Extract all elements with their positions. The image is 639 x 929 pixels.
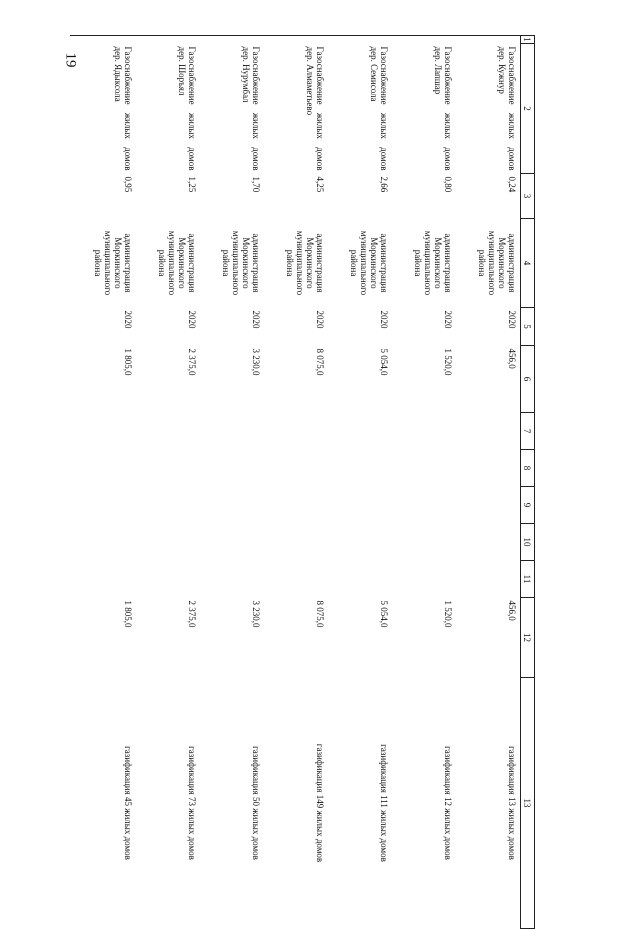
- table-row: [198, 36, 262, 929]
- result-cell: газификация 13 жилых домов: [507, 746, 517, 860]
- executor-cell: администрация Моркинского муниципального района: [413, 230, 453, 296]
- year-cell: 2020: [123, 310, 133, 329]
- year-cell: 2020: [187, 310, 197, 329]
- year-cell: 2020: [507, 310, 517, 329]
- object-name-cell: Газоснабжение жилых домов дер. Ядыксола: [113, 46, 133, 171]
- column-header: 12: [521, 598, 535, 678]
- result-cell: газификация 50 жилых домов: [251, 746, 261, 860]
- length-cell: 0,80: [443, 176, 453, 193]
- column-header: 3: [521, 174, 535, 219]
- total-cell: 1 520,0: [443, 600, 453, 628]
- rotated-table-container: [93, 35, 535, 880]
- amount-cell: 1 805,0: [123, 348, 133, 376]
- total-cell: 456,0: [507, 600, 517, 621]
- result-cell: газификация 45 жилых домов: [123, 746, 133, 860]
- object-name-cell: Газоснабжение жилых домов дер. Семисола: [369, 46, 389, 171]
- table-row: [390, 36, 454, 929]
- total-cell: 1 805,0: [123, 600, 133, 628]
- page-number: 19: [62, 52, 79, 68]
- column-number-row: [521, 36, 535, 929]
- length-cell: 0,24: [507, 176, 517, 193]
- length-cell: 1,70: [251, 176, 261, 193]
- result-cell: газификация 12 жилых домов: [443, 746, 453, 860]
- length-cell: 0,95: [123, 176, 133, 193]
- total-cell: 2 375,0: [187, 600, 197, 628]
- year-cell: 2020: [443, 310, 453, 329]
- column-header: 6: [521, 346, 535, 413]
- result-cell: газификация 73 жилых домов: [187, 746, 197, 860]
- object-name-cell: Газоснабжение жилых домов дер. Лапшар: [433, 46, 453, 171]
- executor-cell: администрация Моркинского муниципального района: [157, 230, 197, 296]
- table-row: [454, 36, 521, 929]
- column-header: 13: [521, 678, 535, 929]
- executor-cell: администрация Моркинского муниципального района: [221, 230, 261, 296]
- result-cell: газификация 149 жилых домов: [315, 743, 325, 863]
- executor-cell: администрация Моркинского муниципального района: [93, 230, 133, 296]
- result-cell: газификация 111 жилых домов: [379, 744, 389, 862]
- table-row: [262, 36, 326, 929]
- column-header: 2: [521, 44, 535, 174]
- table-row: [70, 36, 134, 929]
- table-row: [134, 36, 198, 929]
- amount-cell: 5 054,0: [379, 348, 389, 376]
- object-name-cell: Газоснабжение жилых домов дер. Алмаметьево: [305, 46, 325, 171]
- amount-cell: 3 230,0: [251, 348, 261, 376]
- object-name-cell: Газоснабжение жилых домов дер. Кужнур: [497, 46, 517, 171]
- object-name-cell: Газоснабжение жилых домов дер. Нурумбал: [241, 46, 261, 171]
- table-row: [326, 36, 390, 929]
- total-cell: 3 230,0: [251, 600, 261, 628]
- object-name-cell: Газоснабжение жилых домов дер. Шоръял: [177, 46, 197, 171]
- length-cell: 1,25: [187, 176, 197, 193]
- gasification-table: [70, 35, 535, 929]
- amount-cell: 456,0: [507, 348, 517, 369]
- year-cell: 2020: [315, 310, 325, 329]
- amount-cell: 8 075,0: [315, 348, 325, 376]
- amount-cell: 2 375,0: [187, 348, 197, 376]
- column-header: 7: [521, 413, 535, 450]
- length-cell: 2,66: [379, 176, 389, 193]
- column-header: 9: [521, 487, 535, 524]
- total-cell: 5 054,0: [379, 600, 389, 628]
- column-header: 4: [521, 219, 535, 308]
- year-cell: 2020: [379, 310, 389, 329]
- column-header: 5: [521, 308, 535, 346]
- column-header: 10: [521, 524, 535, 561]
- column-header: 11: [521, 561, 535, 598]
- amount-cell: 1 520,0: [443, 348, 453, 376]
- executor-cell: администрация Моркинского муниципального района: [285, 230, 325, 296]
- length-cell: 4,25: [315, 176, 325, 193]
- column-header: 8: [521, 450, 535, 487]
- executor-cell: администрация Моркинского муниципального района: [349, 230, 389, 296]
- total-cell: 8 075,0: [315, 600, 325, 628]
- year-cell: 2020: [251, 310, 261, 329]
- column-header: 1: [522, 37, 533, 42]
- executor-cell: администрация Моркинского муниципального района: [477, 230, 517, 296]
